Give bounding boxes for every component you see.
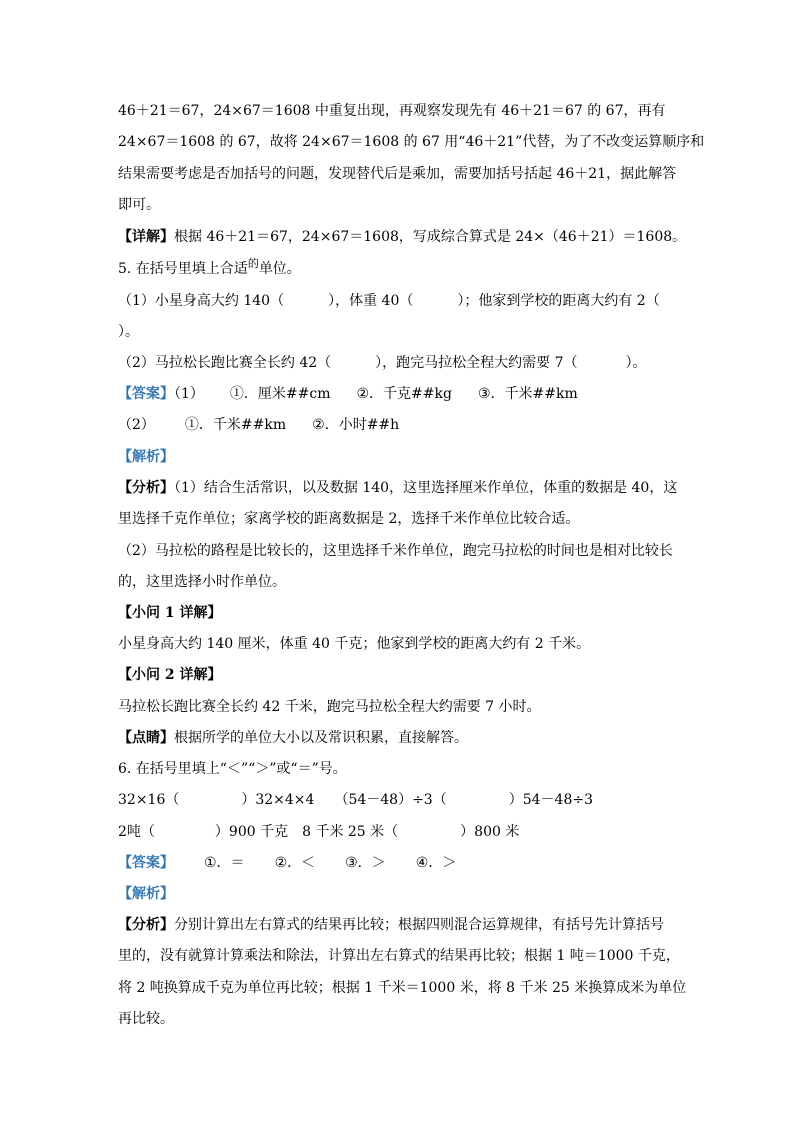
answer-tag: 【答案】 [118,855,174,871]
paragraph-text: 马拉松长跑比赛全长约 42 千米，跑完马拉松全程大约需要 7 小时。 [118,699,541,715]
question-5-part-1 [118,291,660,311]
text-line [118,478,677,498]
question-5-title [118,259,301,280]
paragraph-text: 的，这里选择小时作单位。 [118,574,286,590]
answer-item: ②．小时##h [312,417,400,433]
question-title-text: 单位。 [258,261,301,277]
answer-item: ①．＝ [204,855,245,871]
analysis-tag: 【解析】 [118,886,174,902]
detail-text: 根据 46＋21＝67，24×67＝1608，写成综合算式是 24×（46＋21）＝1608。 [174,229,687,245]
answer-tag: 【答案】 [118,386,174,402]
detail-tag: 【详解】 [118,229,174,245]
question-6-title [118,759,347,779]
dianjing-tag: 【点睛】 [118,730,174,746]
analysis-sub-tag: 【分析】 [118,480,174,496]
question-text: ）；他家到学校的距离大约有 2（ [457,293,660,309]
answer-item: ②．千克##kg [356,386,452,402]
question-text: （2）马拉松长跑比赛全长约 42（ [118,355,332,371]
text-line [118,164,676,184]
sub-question-heading [118,665,222,685]
answer-line-5-1 [118,384,578,404]
paragraph-text: 即可。 [118,197,160,213]
sub-question-tag: 【小问 2 详解】 [118,667,222,683]
analysis-heading [118,884,174,904]
question-text: ）800 米 [460,824,520,840]
question-6-row-1 [118,790,593,810]
answer-line-6 [118,853,456,873]
answer-item: ②．＜ [274,855,316,871]
question-text: ），体重 40（ [328,293,414,309]
text-line [118,915,664,935]
text-line [118,946,680,966]
text-line [118,572,286,592]
question-text: 32×16（ [118,792,180,808]
question-text: ）。 [118,324,139,340]
paragraph-text: 46＋21＝67，24×67＝1608 中重复出现，再观察发现先有 46＋21＝67 的 67，再有 [118,103,666,119]
question-6-row-2 [118,822,519,842]
question-text: （1）小星身高大约 140（ [118,293,285,309]
answer-line-5-2 [118,415,399,435]
detail-line [118,227,686,247]
answer-item: ①．千米##km [184,417,287,433]
text-line [118,509,579,529]
question-5-part-2 [118,353,647,373]
text-line [118,132,704,152]
answer-item: ①．厘米##cm [229,386,331,402]
paragraph-text: 再比较。 [118,1011,174,1027]
answer-number: （2） [118,417,155,433]
analysis-tag: 【解析】 [118,449,174,465]
paragraph-text: 分别计算出左右算式的结果再比较；根据四则混合运算规律，有括号先计算括号 [174,917,664,933]
question-text: ）。 [625,355,647,371]
analysis-sub-tag: 【分析】 [118,917,174,933]
text-line [118,697,541,717]
paragraph-text: 根据所学的单位大小以及常识积累，直接解答。 [174,730,468,746]
question-title-text: 6. 在括号里填上“＜”“＞”或“＝”号。 [118,761,347,777]
answer-item: ③．＞ [345,855,386,871]
question-text: ）900 千克 [214,824,289,840]
paragraph-text: （1）结合生活常识，以及数据 140，这里选择厘米作单位，体重的数据是 40，这 [174,480,678,496]
paragraph-text: 24×67＝1608 的 67，故将 24×67＝1608 的 67 用“46＋21”代替，为了不改变运算顺序和 [118,134,705,150]
question-text: ），跑完马拉松全程大约需要 7（ [375,355,578,371]
text-line [118,195,160,215]
analysis-heading [118,447,174,467]
text-line [118,541,673,561]
text-line [118,978,686,998]
question-text: ）54－48÷3 [508,792,594,808]
paragraph-text: 将 2 吨换算成千克为单位再比较；根据 1 千米＝1000 米，将 8 千米 25 米换算成米为单位 [118,980,687,996]
paragraph-text: 结果需要考虑是否加括号的问题，发现替代后是乘加，需要加括号括起 46＋21，据此解答 [118,166,677,182]
text-line [118,101,666,121]
paragraph-text: （2）马拉松的路程是比较长的，这里选择千米作单位，跑完马拉松的时间也是相对比较长 [118,543,673,559]
answer-item: ③．千米##km [477,386,578,402]
text-line [118,728,468,748]
question-title-text: 5. 在括号里填上合适 [118,261,248,277]
text-line [118,634,590,654]
superscript-char: 的 [247,257,259,270]
paragraph-text: 小星身高大约 140 厘米，体重 40 千克；他家到学校的距离大约有 2 千米。 [118,636,591,652]
answer-number: （1） [174,386,204,402]
answer-item: ④．＞ [415,855,457,871]
text-line [118,1009,174,1029]
question-text: ）32×4×4 [241,792,315,808]
sub-question-tag: 【小问 1 详解】 [118,605,222,621]
paragraph-text: 里选择千克作单位；家离学校的距离数据是 2，选择千米作单位比较合适。 [118,511,580,527]
question-text: （54－48）÷3（ [334,792,447,808]
question-text: 2吨（ [118,824,155,840]
sub-question-heading [118,603,222,623]
question-5-part-1-end [118,322,139,342]
paragraph-text: 里的，没有就算计算乘法和除法，计算出左右算式的结果再比较；根据 1 吨＝1000 千克， [118,948,680,964]
question-text: 8 千米 25 米（ [302,824,399,840]
